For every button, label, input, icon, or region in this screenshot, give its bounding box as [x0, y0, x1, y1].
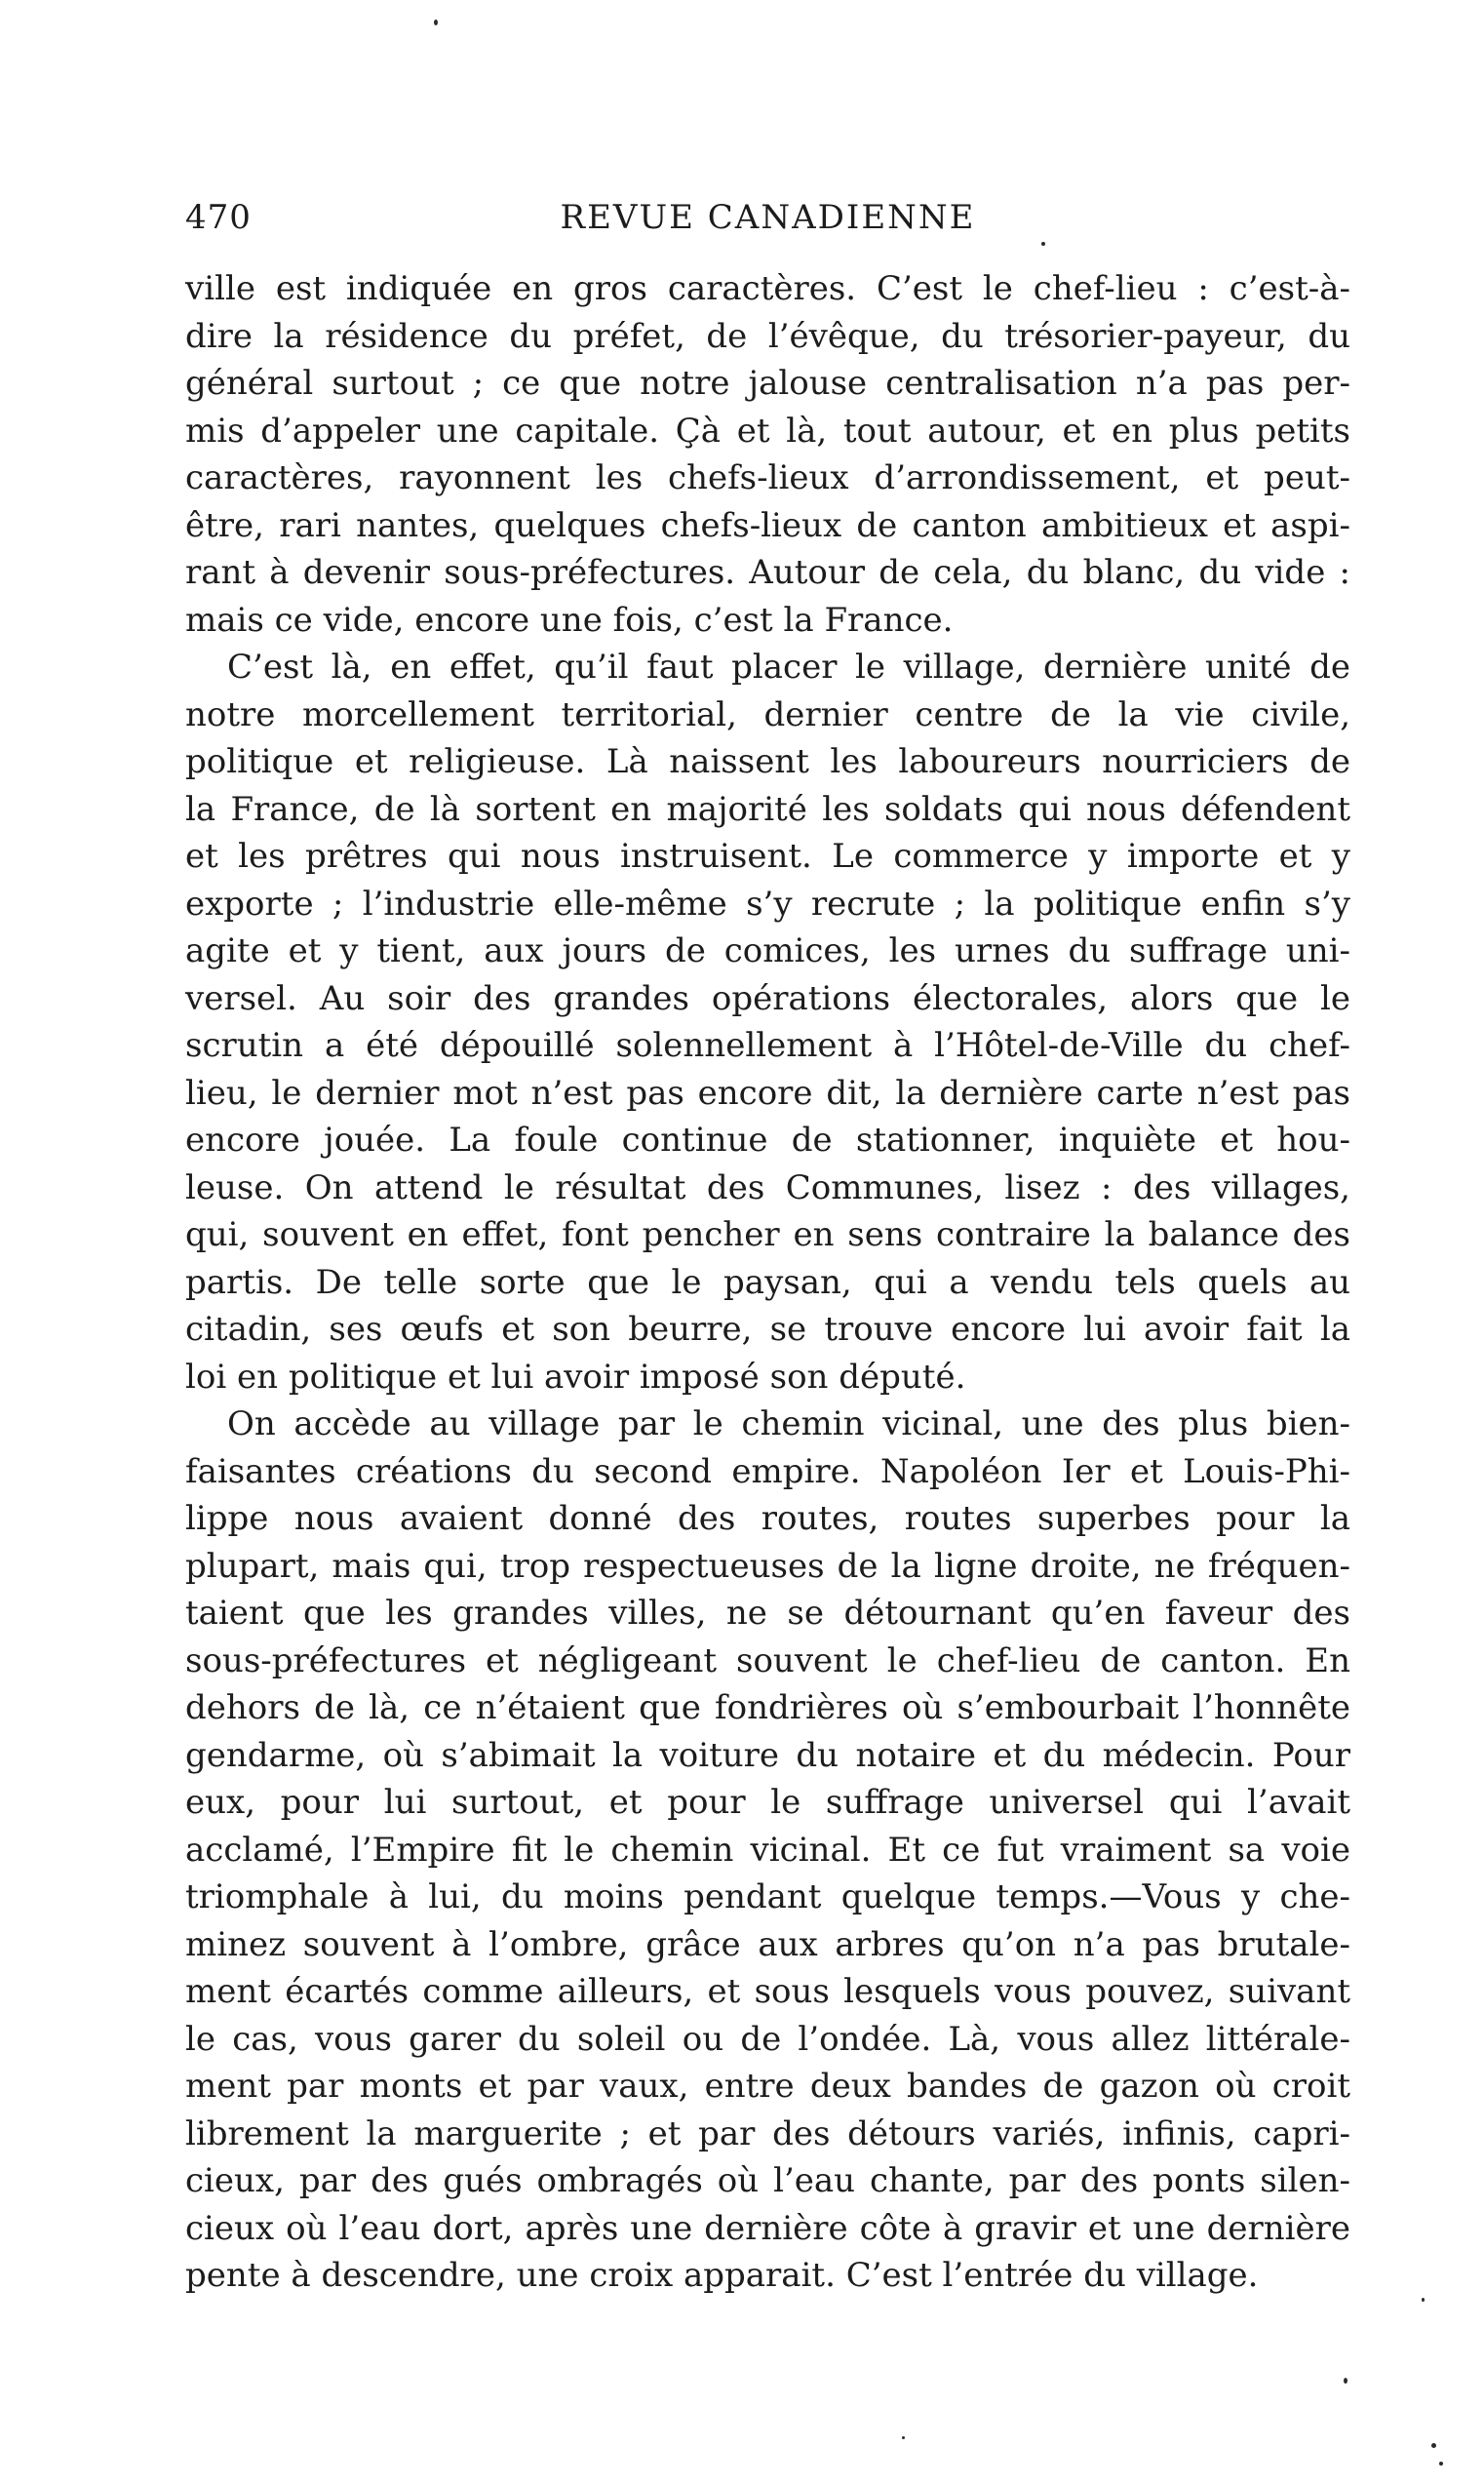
text-line: la France, de là sortent en majorité les soldats qui nous défendent: [185, 789, 1350, 829]
text-line: faisantes créations du second empire. Napoléon Ier et Louis-Phi-: [185, 1451, 1350, 1491]
text-line: sous-préfectures et négligeant souvent le chef-lieu de canton. En: [185, 1640, 1350, 1680]
text-line: dire la résidence du préfet, de l’évêque, du trésorier-payeur, du: [185, 316, 1350, 356]
page-number: 470: [185, 198, 252, 237]
text-line: général surtout ; ce que notre jalouse centralisation n’a pas per-: [185, 364, 1350, 403]
paragraph: [185, 265, 1350, 644]
text-line: ville est indiquée en gros caractères. C’est le chef-lieu : c’est-à-: [185, 269, 1350, 308]
text-line: rant à devenir sous-préfectures. Autour de cela, du blanc, du vide :: [185, 553, 1350, 592]
scan-speck: [1431, 2443, 1436, 2448]
paragraph: [185, 1401, 1350, 2300]
text-line: acclamé, l’Empire fit le chemin vicinal. Et ce fut vraiment sa voie: [185, 1830, 1350, 1870]
text-line: dehors de là, ce n’étaient que fondrières où s’embourbait l’honnête: [185, 1688, 1350, 1727]
text-line: scrutin a été dépouillé solennellement à l’Hôtel-de-Ville du chef-: [185, 1026, 1350, 1065]
text-line: citadin, ses œufs et son beurre, se trouve encore lui avoir fait la: [185, 1310, 1350, 1349]
scan-speck: [434, 20, 438, 25]
text-line: lieu, le dernier mot n’est pas encore dit, la dernière carte n’est pas: [185, 1073, 1350, 1113]
text-line: librement la marguerite ; et par des détours variés, infinis, capri-: [185, 2113, 1350, 2153]
paragraph: [185, 644, 1350, 1401]
running-header: [185, 198, 1350, 247]
scan-speck: [1422, 2298, 1425, 2302]
scan-speck: [902, 2436, 905, 2439]
body-text: [185, 265, 1350, 2300]
text-line: et les prêtres qui nous instruisent. Le commerce y importe et y: [185, 837, 1350, 876]
text-line: gendarme, où s’abimait la voiture du notaire et du médecin. Pour: [185, 1735, 1350, 1775]
text-line: encore jouée. La foule continue de stationner, inquiète et hou-: [185, 1121, 1350, 1160]
text-line: On accède au village par le chemin vicinal, une des plus bien-: [227, 1404, 1350, 1443]
text-line: caractères, rayonnent les chefs-lieux d’arrondissement, et peut-: [185, 458, 1350, 497]
text-line: politique et religieuse. Là naissent les laboureurs nourriciers de: [185, 742, 1350, 781]
text-line: cieux où l’eau dort, après une dernière côte à gravir et une dernière: [185, 2208, 1350, 2248]
text-line: loi en politique et lui avoir imposé son député.: [185, 1357, 966, 1397]
text-line: le cas, vous garer du soleil ou de l’ondée. Là, vous allez littérale-: [185, 2019, 1350, 2059]
text-line: mis d’appeler une capitale. Çà et là, tout autour, et en plus petits: [185, 411, 1350, 451]
text-line: triomphale à lui, du moins pendant quelque temps.—Vous y che-: [185, 1877, 1350, 1916]
text-line: exporte ; l’industrie elle-même s’y recrute ; la politique enfin s’y: [185, 884, 1350, 924]
text-line: minez souvent à l’ombre, grâce aux arbres qu’on n’a pas brutale-: [185, 1924, 1350, 1964]
scan-speck: [1041, 242, 1045, 246]
text-line: mais ce vide, encore une fois, c’est la France.: [185, 600, 954, 640]
text-line: cieux, par des gués ombragés où l’eau chante, par des ponts silen-: [185, 2161, 1350, 2200]
text-line: être, rari nantes, quelques chefs-lieux de canton ambitieux et aspi-: [185, 505, 1350, 545]
text-line: ment par monts et par vaux, entre deux bandes de gazon où croit: [185, 2067, 1350, 2106]
running-title: REVUE CANADIENNE: [560, 198, 976, 237]
text-line: leuse. On attend le résultat des Communes, lisez : des villages,: [185, 1167, 1350, 1207]
scan-speck: [1439, 2462, 1443, 2466]
text-line: partis. De telle sorte que le paysan, qui a vendu tels quels au: [185, 1262, 1350, 1302]
text-line: C’est là, en effet, qu’il faut placer le village, dernière unité de: [227, 648, 1350, 687]
text-line: plupart, mais qui, trop respectueuses de la ligne droite, ne fréquen-: [185, 1546, 1350, 1586]
text-line: notre morcellement territorial, dernier centre de la vie civile,: [185, 694, 1350, 734]
text-line: qui, souvent en effet, font pencher en sens contraire la balance des: [185, 1215, 1350, 1254]
text-line: eux, pour lui surtout, et pour le suffrage universel qui l’avait: [185, 1783, 1350, 1822]
scan-speck: [1344, 2378, 1347, 2384]
text-line: pente à descendre, une croix apparait. C’est l’entrée du village.: [185, 2256, 1259, 2295]
text-line: ment écartés comme ailleurs, et sous lesquels vous pouvez, suivant: [185, 1972, 1350, 2011]
text-line: versel. Au soir des grandes opérations électorales, alors que le: [185, 978, 1350, 1018]
text-line: lippe nous avaient donné des routes, routes superbes pour la: [185, 1499, 1350, 1538]
text-line: agite et y tient, aux jours de comices, les urnes du suffrage uni-: [185, 931, 1350, 970]
text-line: taient que les grandes villes, ne se détournant qu’en faveur des: [185, 1594, 1350, 1633]
